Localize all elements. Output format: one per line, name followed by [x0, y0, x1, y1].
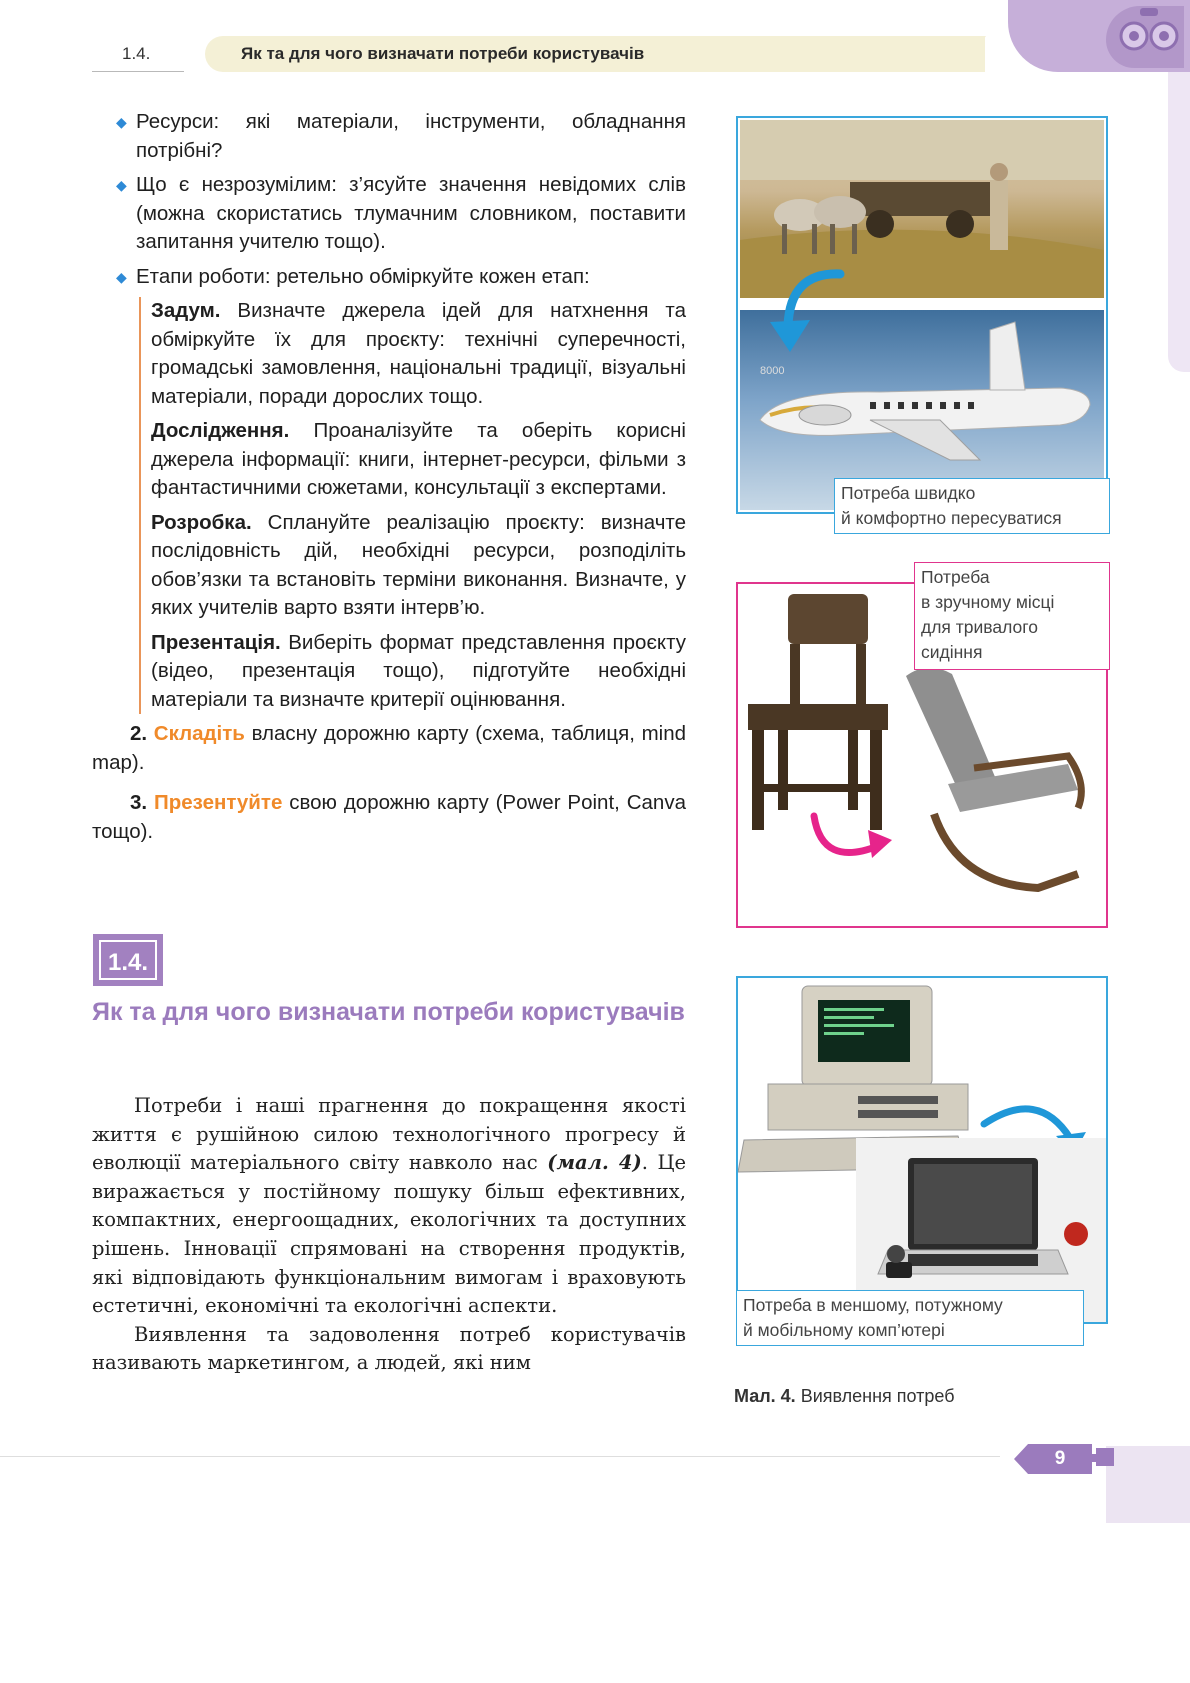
bullet-diamond-icon: ◆ [116, 114, 127, 130]
caption-line: в зручному місці [921, 592, 1055, 612]
task-verb: Презентуйте [154, 791, 283, 814]
page-number: 9 [1054, 1448, 1066, 1469]
body-text-end: . Це виражається у постійному пошуку більш ефективних, компактних, енергоощадних, екологічних та доступних рішень. Інновації спрямовані на створення продуктів, які відповідають функціональним вимогам і враховують естетичні, економічні та екологічні аспекти. [92, 1151, 687, 1318]
section-badge [93, 934, 163, 986]
caption-line: Потреба [921, 567, 990, 587]
task-item [92, 789, 686, 846]
bullet-text: Етапи роботи: ретельно обміркуйте кожен етап: [136, 264, 590, 288]
caption-line: сидіння [921, 642, 983, 662]
figure-caption [834, 478, 1110, 534]
header-title: Як та для чого визначати потреби користувачів [205, 36, 985, 72]
left-column [92, 108, 686, 846]
page-edge-tab-bottom [1106, 1446, 1190, 1523]
stage-item [151, 509, 686, 623]
stage-text: Визначте джерела ідей для натхнення та обміркуйте їх для проєкту: технічні суперечності, громадські замовлення, національні традиції, візуальні матеріали, поради дорослих тощо. [151, 299, 686, 408]
figure-caption [736, 1290, 1084, 1346]
figure-caption [914, 562, 1110, 670]
bullet-text: Ресурси: які матеріали, інструменти, обладнання потрібні? [136, 110, 686, 162]
figure-label-number: Мал. 4. [734, 1386, 796, 1406]
stages-list [139, 297, 686, 714]
figure-label [734, 1386, 955, 1407]
page-edge-tab [1168, 72, 1190, 372]
bullet-item [92, 108, 686, 165]
task-verb: Складіть [153, 722, 245, 745]
task-number: 2. [130, 722, 148, 745]
stage-name: Задум. [151, 299, 221, 322]
stage-text: Проаналізуйте та оберіть корисні джерела інформації: книги, інтернет-ресурси, фільми з фантастичними сюжетами, консультації з експертами. [151, 419, 686, 499]
section-title: Як та для чого визначати потреби користувачів [92, 998, 685, 1026]
stage-text: Сплануйте реалізацію проєкту: визначте послідовність дій, необхідні ресурси, розподіліть обов’язки та встановіть терміни виконання. Визначте, у яких учителів варто взяти інтерв’ю. [151, 510, 686, 619]
bullet-text: Що є незрозумілим: з’ясуйте значення невідомих слів (можна скористатись тлумачним словником, поставити запитання учителю тощо). [136, 173, 686, 253]
body-paragraph: Виявлення та задоволення потреб користувачів називають маркетингом, а людей, які ним [92, 1322, 686, 1375]
footer-divider [0, 1456, 1000, 1457]
body-paragraph [92, 1092, 686, 1321]
figure-label-text: Виявлення потреб [795, 1386, 955, 1406]
header-section-number: 1.4. [92, 36, 184, 72]
plane-tail-mark: 8000 [760, 365, 785, 377]
bullet-diamond-icon: ◆ [116, 177, 127, 193]
task-text: свою дорожню карту (Power Point, Canva тощо). [92, 791, 686, 843]
page-number-square [1096, 1448, 1114, 1466]
caption-line: Потреба швидко [841, 483, 976, 503]
transition-arrow-icon [740, 262, 860, 367]
caption-line: для тривалого [921, 617, 1038, 637]
stage-item [151, 297, 686, 411]
task-text: власну дорожню карту (схема, таблиця, mind map). [92, 722, 686, 774]
caption-line: Потреба в меншому, потужному [743, 1295, 1003, 1315]
task-number: 3. [130, 791, 148, 814]
bullet-diamond-icon: ◆ [116, 268, 127, 285]
stage-name: Розробка. [151, 510, 252, 534]
stage-item [151, 629, 686, 715]
figure-reference: (мал. 4) [547, 1151, 642, 1175]
task-item [92, 720, 686, 777]
stage-text: Виберіть формат представлення проєкту (відео, презентація тощо), підготуйте необхідні матеріали та визначте критерії оцінювання. [151, 630, 686, 711]
body-text-start: Потреби і наші прагнення до покращення якості життя є рушійною силою технологічного прогресу й еволюції матеріального світу навколо нас [92, 1094, 686, 1175]
header-band-tip [960, 36, 986, 72]
body-text [92, 1092, 686, 1378]
stage-name: Презентація. [151, 630, 281, 654]
caption-line: й комфортно пересуватися [841, 508, 1062, 528]
stage-item [151, 417, 686, 503]
figure-computers [736, 976, 1108, 1324]
caption-line: й мобільному комп’ютері [743, 1320, 945, 1340]
robot-mascot-icon [1106, 6, 1184, 68]
section-badge-label: 1.4. [99, 940, 157, 980]
bullet-item [92, 263, 686, 292]
bullet-item [92, 171, 686, 257]
stage-name: Дослідження. [151, 419, 290, 442]
